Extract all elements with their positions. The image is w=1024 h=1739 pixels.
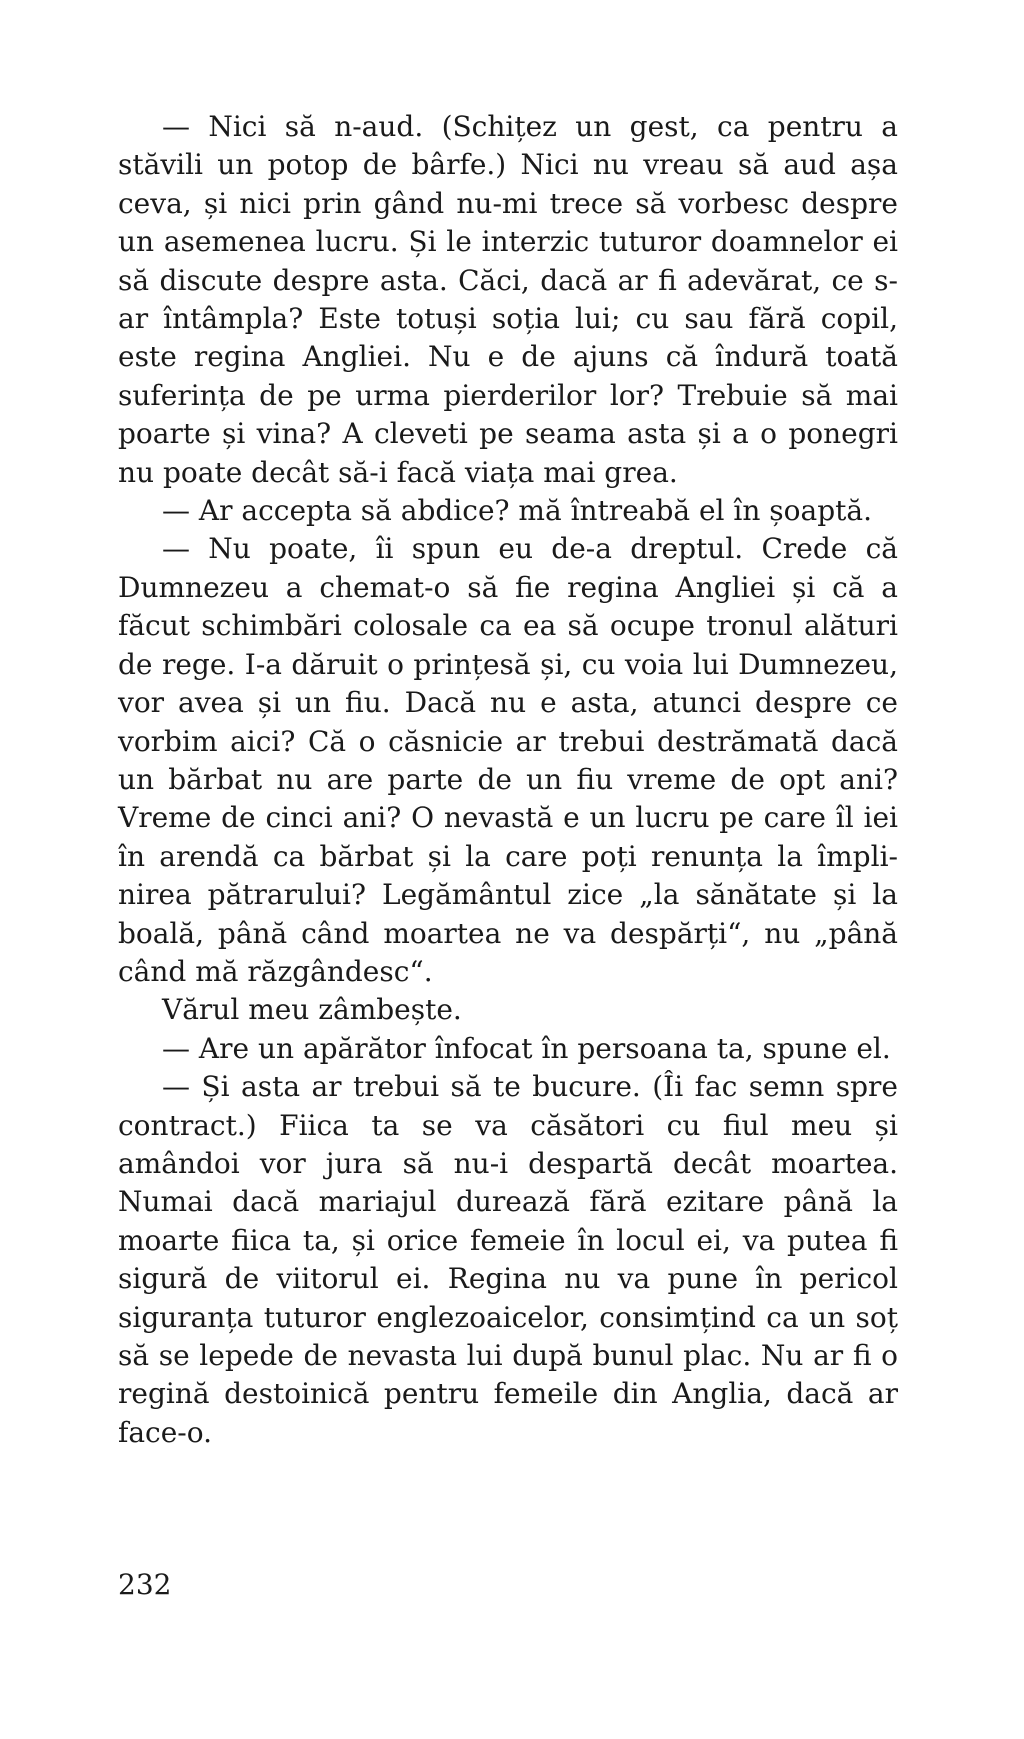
paragraph-dialogue-5: — Și asta ar trebui să te bucure. (Îi fac semn spre contract.) Fiica ta se va căsători cu fiul meu și amândoi vor jura să nu-i despartă decât moartea. Numai dacă mariajul durează fără ezitare până la moarte fiica ta, și orice femeie în locul ei, va putea fi sigură de viitorul ei. Regina nu va pune în pericol siguranța tuturor englezoaicelor, consimțind ca un soț să se lepede de nevasta lui după bunul plac. Nu ar fi o regină destoinică pentru femeile din Anglia, dacă ar face-o.	[118, 1070, 898, 1449]
paragraph-dialogue-3: — Nu poate, îi spun eu de-a dreptul. Crede că Dumnezeu a chemat-o să fie regina Angliei și că a făcut schimbări colosale ca ea să ocupe tronul alături de rege. I-a dăruit o prințesă și, cu voia lui Dumnezeu, vor avea și un fiu. Dacă nu e asta, atunci despre ce vorbim aici? Că o căsnicie ar trebui destrămată dacă un bărbat nu are parte de un fiu vreme de opt ani? Vreme de cinci ani? O nevastă e un lucru pe care îl iei în arendă ca bărbat și la care poți renunța la împlinirea pătrarului? Legământul zice „la sănătate și la boală, până când moartea ne va despărți“, nu „până când mă răzgândesc“.	[118, 532, 898, 988]
page-number: 232	[118, 1568, 172, 1601]
paragraph-dialogue-2: — Ar accepta să abdice? mă întreabă el în șoaptă.	[162, 494, 872, 528]
paragraph-dialogue-4: — Are un apărător înfocat în persoana ta, spune el.	[162, 1031, 891, 1065]
paragraph-dialogue-1: — Nici să n-aud. (Schițez un gest, ca pentru a stăvili un potop de bârfe.) Nici nu vreau să aud așa ceva, și nici prin gând nu-mi trece să vorbesc despre un asemenea lucru. Și le interzic tuturor doamnelor ei să discute despre asta. Căci, dacă ar fi adevărat, ce s-ar întâmpla? Este totuși soția lui; cu sau fără copil, este regina Angliei. Nu e de ajuns că îndură toată suferința de pe urma pierderilor lor? Trebuie să mai poarte și vina? A cleveti pe seama asta și a o ponegri nu poate decât să-i facă viața mai grea.	[118, 110, 898, 489]
paragraph-narration: Vărul meu zâmbește.	[162, 993, 462, 1027]
body-text	[118, 108, 898, 1452]
